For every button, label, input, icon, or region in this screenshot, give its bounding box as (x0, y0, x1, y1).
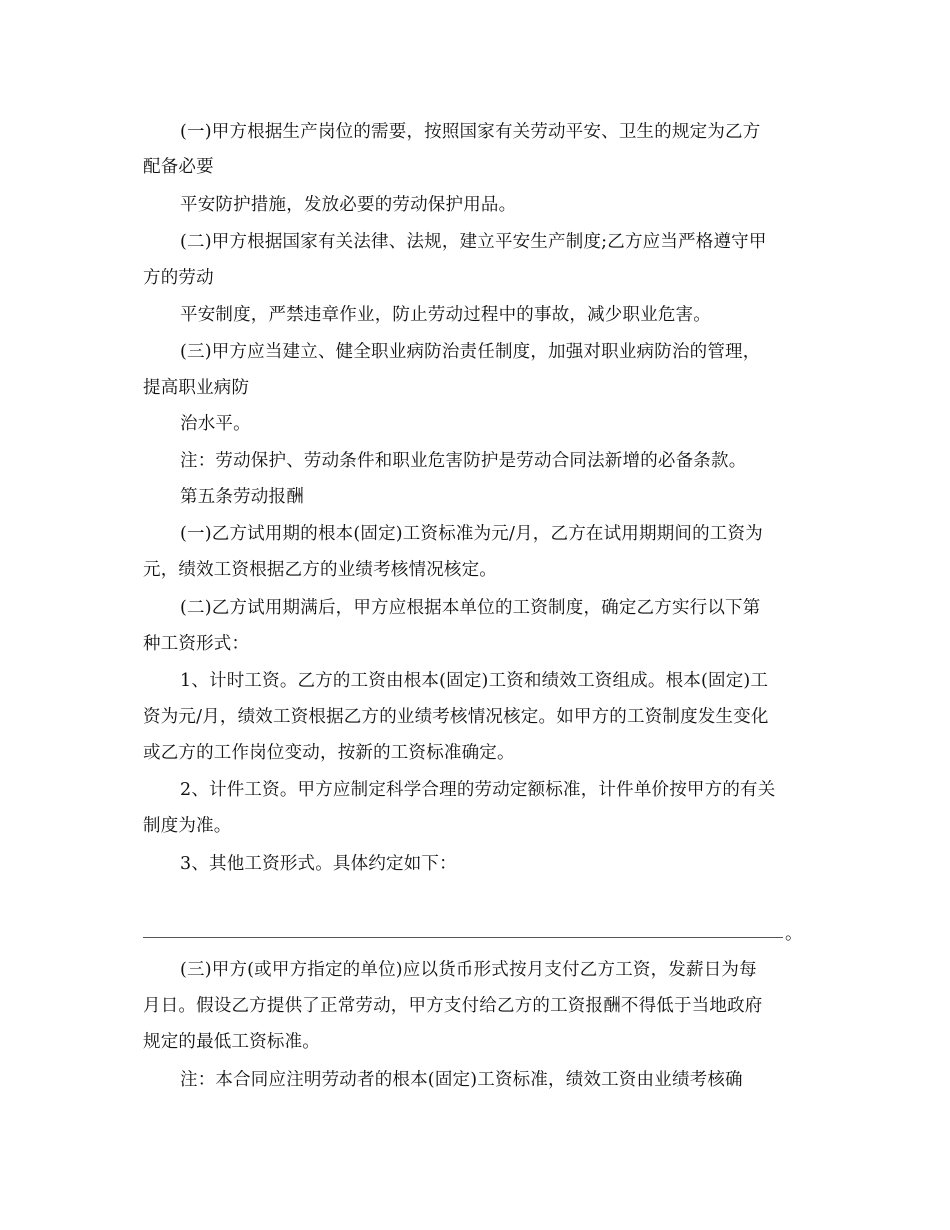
text-line: 资为元/月，绩效工资根据乙方的业绩考核情况核定。如甲方的工资制度发生变化 (143, 707, 769, 727)
text-line: 种工资形式： (143, 634, 250, 654)
text-line: 方的劳动 (143, 268, 214, 288)
text-line: (二)甲方根据国家有关法律、法规，建立平安生产制度;乙方应当严格遵守甲 (180, 232, 767, 252)
text-line: (三)甲方应当建立、健全职业病防治责任制度，加强对职业病防治的管理， (180, 342, 761, 362)
text-line: 制度为准。 (143, 816, 232, 836)
text-line: 平安防护措施，发放必要的劳动保护用品。 (180, 195, 517, 215)
blank-line-period: 。 (785, 924, 803, 944)
text-line: (一)甲方根据生产岗位的需要，按照国家有关劳动平安、卫生的规定为乙方 (180, 122, 761, 142)
blank-rule (143, 937, 783, 938)
text-line: (一)乙方试用期的根本(固定)工资标准为元/月，乙方在试用期期间的工资为 (180, 524, 763, 544)
note-line: 注：本合同应注明劳动者的根本(固定)工资标准，绩效工资由业绩考核确 (180, 1070, 743, 1090)
text-line: 平安制度，严禁违章作业，防止劳动过程中的事故，减少职业危害。 (180, 305, 711, 325)
text-line: 治水平。 (180, 414, 251, 434)
text-line: 提高职业病防 (143, 378, 250, 398)
text-line: 配备必要 (143, 157, 214, 177)
text-line: 或乙方的工作岗位变动，按新的工资标准确定。 (143, 743, 515, 763)
fill-in-blank-line (143, 922, 803, 946)
text-line: 2、计件工资。甲方应制定科学合理的劳动定额标准，计件单价按甲方的有关 (180, 780, 776, 800)
text-line: (二)乙方试用期满后，甲方应根据本单位的工资制度，确定乙方实行以下第 (180, 598, 761, 618)
note-line: 注：劳动保护、劳动条件和职业危害防护是劳动合同法新增的必备条款。 (180, 451, 747, 471)
text-line: (三)甲方(或甲方指定的单位)应以货币形式按月支付乙方工资，发薪日为每 (180, 960, 757, 980)
text-line: 元，绩效工资根据乙方的业绩考核情况核定。 (143, 560, 497, 580)
text-line: 规定的最低工资标准。 (143, 1032, 320, 1052)
article-heading: 第五条劳动报酬 (180, 487, 304, 507)
text-line: 3、其他工资形式。具体约定如下： (180, 854, 457, 874)
text-line: 1、计时工资。乙方的工资由根本(固定)工资和绩效工资组成。根本(固定)工 (180, 671, 769, 691)
text-line: 月日。假设乙方提供了正常劳动，甲方支付给乙方的工资报酬不得低于当地政府 (143, 996, 763, 1016)
